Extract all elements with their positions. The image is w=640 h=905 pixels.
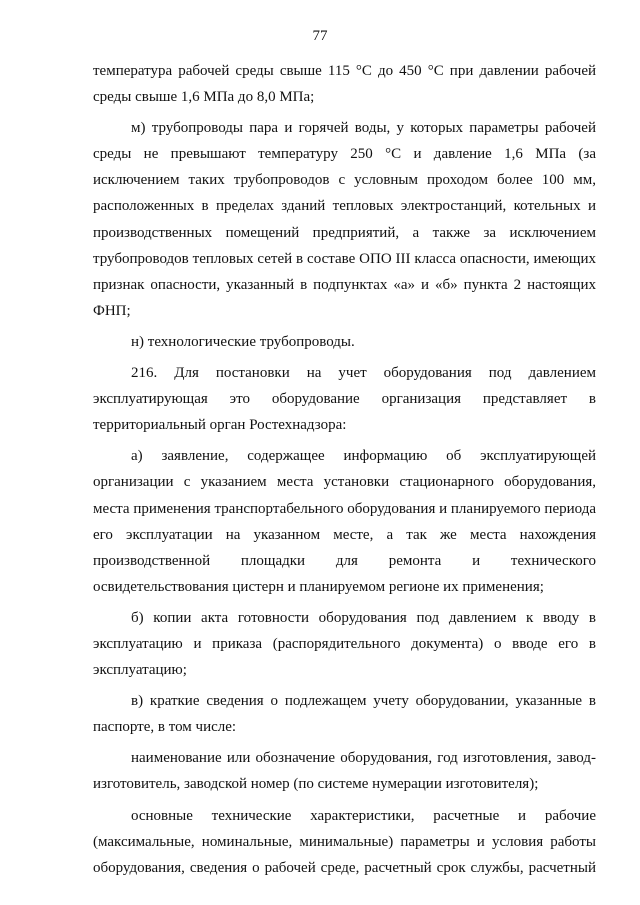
paragraph-technical-characteristics: основные технические характеристики, расчетные и рабочие (максимальные, номинальные, минимальные) параметры и условия работы оборудования, сведения о рабочей среде, расчетный срок службы, расчетный <box>93 807 596 876</box>
paragraph-item-m: м) трубопроводы пара и горячей воды, у которых параметры рабочей среды не превышают температуру 250 °С и давление 1,6 МПа (за исключением таких трубопроводов с условным проходом более 100 мм, расположенных в пределах зданий тепловых электростанций, котельных и производственных помещений предприятий, а также за исключением трубопроводов тепловых сетей в составе ОПО III класса опасности, имеющих признак опасности, указанный в подпунктах «а» и «б» пункта 2 настоящих ФНП; <box>93 120 596 319</box>
paragraph-item-a: а) заявление, содержащее информацию об эксплуатирующей организации с указанием места установки стационарного оборудования, места применения транспортабельного оборудования и планируемого периода его эксплуатации на указанном месте, а так же места нахождения производственной площадки для ремонта и технического освидетельствования цистерн и планируемом регионе их применения; <box>93 448 596 595</box>
paragraph-item-b: б) копии акта готовности оборудования под давлением к вводу в эксплуатацию и приказа (распорядительного документа) о вводе его в эксплуатацию; <box>93 609 596 679</box>
page-number: 77 <box>312 28 328 44</box>
paragraph-216: 216. Для постановки на учет оборудования под давлением эксплуатирующая это оборудование организация представляет в территориальный орган Ростехнадзора: <box>93 365 596 434</box>
document-body <box>93 58 596 881</box>
paragraph-equipment-name: наименование или обозначение оборудования, год изготовления, завод-изготовитель, заводской номер (по системе нумерации изготовителя); <box>93 750 596 793</box>
paragraph-temperature-continuation: температура рабочей среды свыше 115 °С до 450 °С при давлении рабочей среды свыше 1,6 МПа до 8,0 МПа; <box>93 63 596 106</box>
paragraph-item-n: н) технологические трубопроводы. <box>131 333 355 350</box>
paragraph-item-v: в) краткие сведения о подлежащем учету оборудовании, указанные в паспорте, в том числе: <box>93 693 596 736</box>
